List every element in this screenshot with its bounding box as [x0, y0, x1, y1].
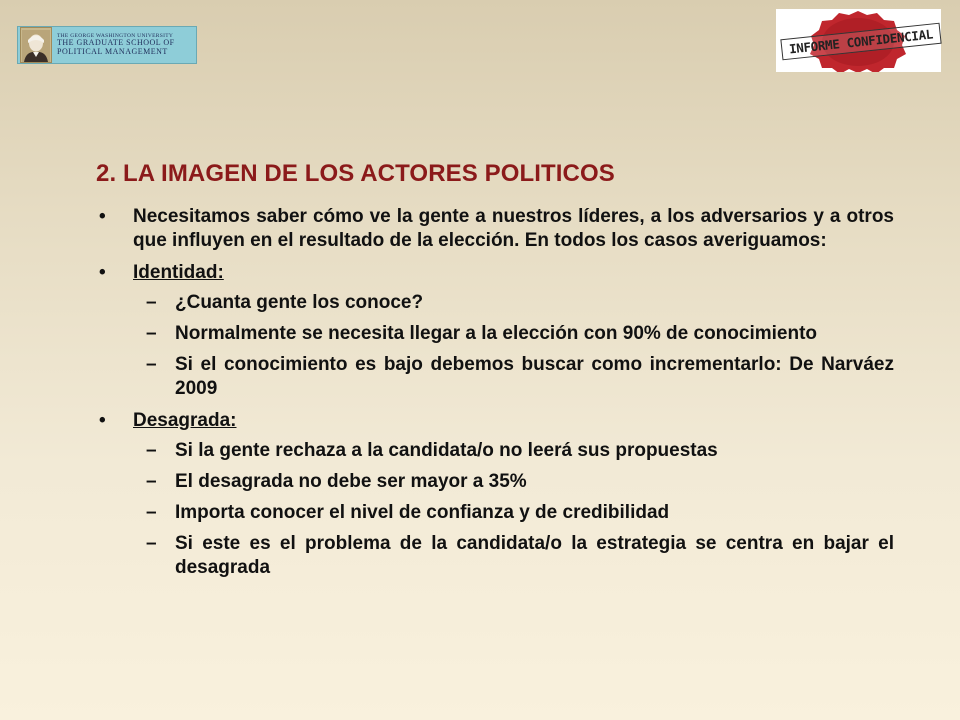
- bullet-intro-text: Necesitamos saber cómo ve la gente a nuestros líderes, a los adversarios y a otros que influyen en el resultado de la elección. En todos los casos averiguamos:: [133, 206, 894, 251]
- washington-portrait-icon: [20, 27, 52, 63]
- dash-marker: –: [146, 292, 157, 313]
- identidad-sublist: [96, 291, 894, 401]
- bullet-marker: •: [99, 206, 106, 227]
- sub-item: [96, 470, 894, 494]
- sub-item-text: Normalmente se necesita llegar a la elección con 90% de conocimiento: [175, 323, 818, 344]
- bullet-list: [96, 205, 894, 580]
- sub-item-text: Si este es el problema de la candidata/o la estrategia se centra en bajar el desagrada: [175, 533, 894, 578]
- desagrada-sublist: [96, 439, 894, 580]
- dash-marker: –: [146, 533, 157, 554]
- dash-marker: –: [146, 471, 157, 492]
- gwu-logo-text: [57, 34, 175, 57]
- dash-marker: –: [146, 354, 157, 375]
- sub-item: [96, 353, 894, 401]
- dash-marker: –: [146, 502, 157, 523]
- sub-item-text: ¿Cuanta gente los conoce?: [175, 292, 424, 313]
- bullet-marker: •: [99, 410, 106, 431]
- dash-marker: –: [146, 440, 157, 461]
- slide-title: 2. LA IMAGEN DE LOS ACTORES POLITICOS: [96, 160, 615, 187]
- gwu-logo-line2: THE GRADUATE SCHOOL OF: [57, 38, 175, 48]
- sub-item-text: Si el conocimiento es bajo debemos buscar como incrementarlo: De Narváez 2009: [175, 354, 894, 399]
- bullet-intro: [96, 205, 894, 253]
- bullet-identidad: [96, 261, 894, 401]
- gwu-gspm-logo: [17, 26, 197, 64]
- bullet-marker: •: [99, 262, 106, 283]
- bullet-desagrada-heading: Desagrada:: [133, 410, 237, 431]
- gwu-logo-line1: THE GEORGE WASHINGTON UNIVERSITY: [57, 32, 174, 39]
- sub-item-text: Importa conocer el nivel de confianza y de credibilidad: [175, 502, 670, 523]
- informe-confidencial-text: INFORME CONFIDENCIAL: [780, 23, 941, 61]
- sub-item: [96, 532, 894, 580]
- sub-item-text: El desagrada no debe ser mayor a 35%: [175, 471, 527, 492]
- bullet-desagrada: [96, 409, 894, 580]
- sub-item: [96, 322, 894, 346]
- gwu-logo-line3: POLITICAL MANAGEMENT: [57, 46, 168, 56]
- dash-marker: –: [146, 323, 157, 344]
- slide-content: [96, 205, 894, 588]
- informe-confidencial-logo: [776, 9, 941, 72]
- sub-item: [96, 291, 894, 315]
- sub-item-text: Si la gente rechaza a la candidata/o no leerá sus propuestas: [175, 440, 718, 461]
- sub-item: [96, 501, 894, 525]
- bullet-identidad-heading: Identidad:: [133, 262, 224, 283]
- sub-item: [96, 439, 894, 463]
